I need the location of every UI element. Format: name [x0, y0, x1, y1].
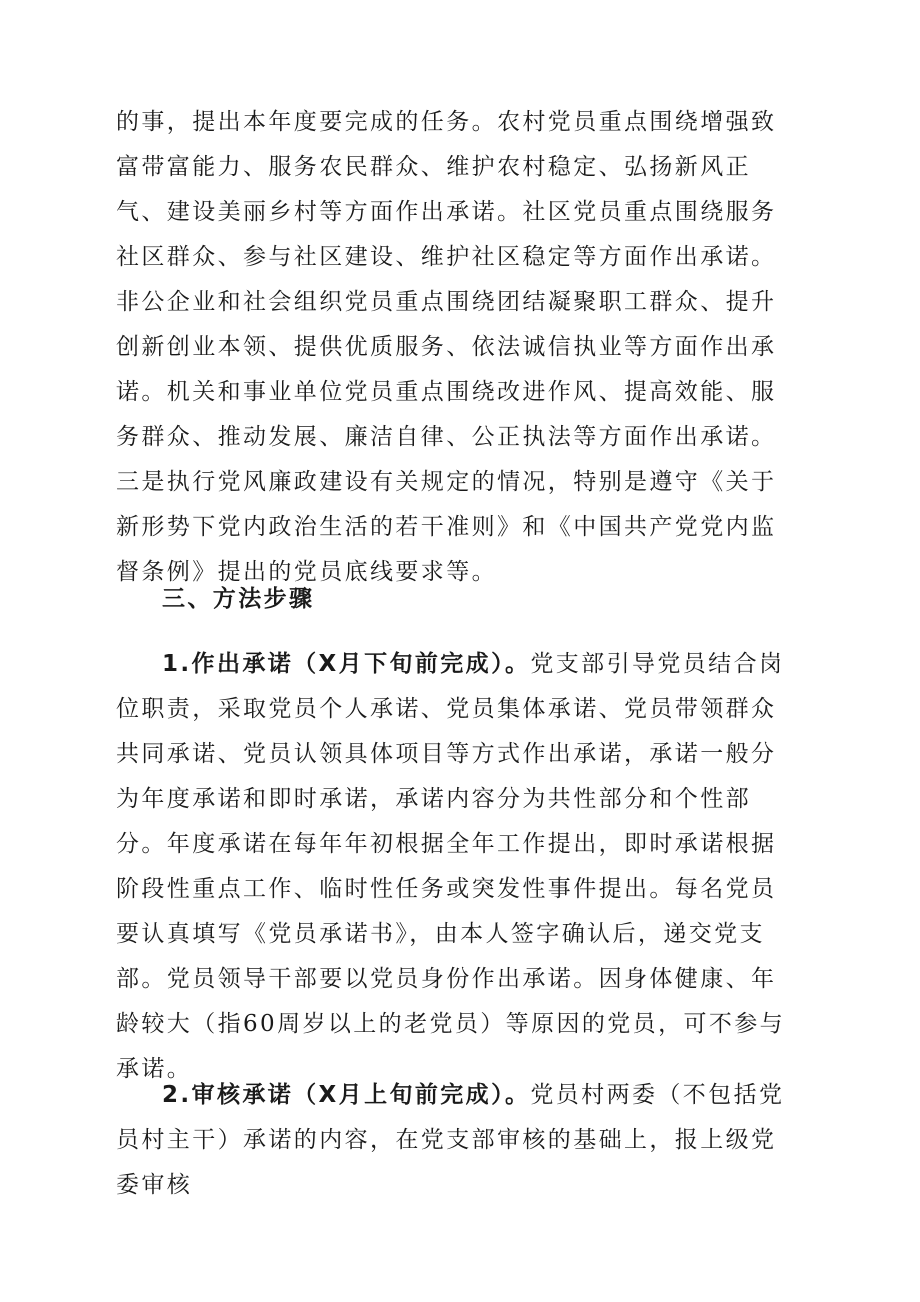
step1-paragraph [116, 642, 786, 1092]
step1-body: 党支部引导党员结合岗位职责，采取党员个人承诺、党员集体承诺、党员带领群众共同承诺、党员认领具体项目等方式作出承诺，承诺一般分为年度承诺和即时承诺，承诺内容分为共性部分和个性部分。年度承诺在每年年初根据全年工作提出，即时承诺根据阶段性重点工作、临时性任务或突发性事件提出。每名党员要认真填写《党员承诺书》，由本人签字确认后，递交党支部。党员领导干部要以党员身份作出承诺。因身体健康、年龄较大（指60周岁以上的老党员）等原因的党员，可不参与承诺。 [116, 651, 786, 1082]
step1-lead: 1.作出承诺（X月下旬前完成）。 [162, 651, 531, 677]
continuation-paragraph: 的事，提出本年度要完成的任务。农村党员重点围绕增强致富带富能力、服务农民群众、维护农村稳定、弘扬新风正气、建设美丽乡村等方面作出承诺。社区党员重点围绕服务社区群众、参与社区建设、维护社区稳定等方面作出承诺。非公企业和社会组织党员重点围绕团结凝聚职工群众、提升创新创业本领、提供优质服务、依法诚信执业等方面作出承诺。机关和事业单位党员重点围绕改进作风、提高效能、服务群众、推动发展、廉洁自律、公正执法等方面作出承诺。三是执行党风廉政建设有关规定的情况，特别是遵守《关于新形势下党内政治生活的若干准则》和《中国共产党党内监督条例》提出的党员底线要求等。 [116, 109, 777, 585]
step2-lead: 2.审核承诺（X月上旬前完成）。 [162, 1082, 531, 1108]
step2-paragraph [116, 1073, 786, 1208]
section-heading: 三、方法步骤 [162, 586, 315, 612]
step2-body: 党员村两委（不包括党员村主干）承诺的内容，在党支部审核的基础上，报上级党委审核 [116, 1082, 785, 1198]
